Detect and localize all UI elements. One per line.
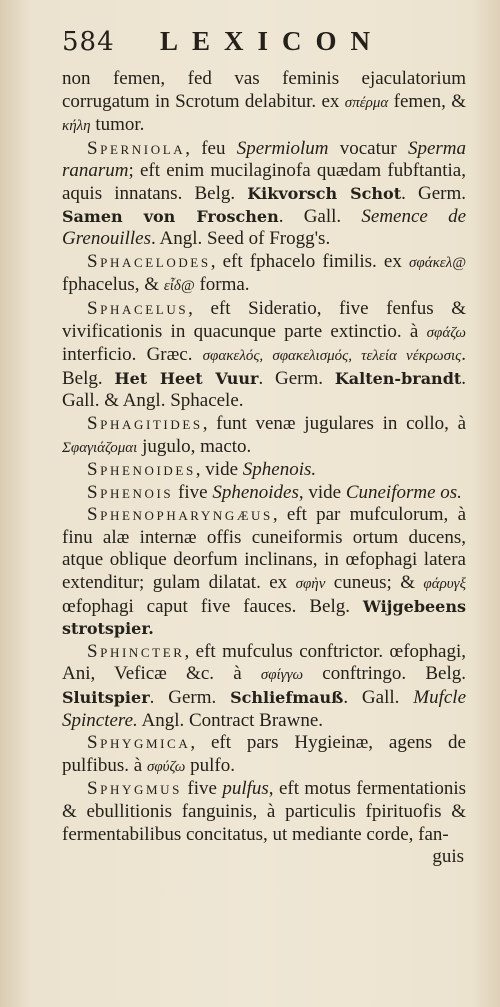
headword: Sphacelodes bbox=[87, 250, 211, 272]
headword: Sphacelus bbox=[87, 297, 189, 319]
entry-sphenois: Sphenois five Sphenoides, vide Cuneiforme os. bbox=[87, 481, 462, 503]
entry-sphagitides: Sphagitides, funt venæ jugulares in collo, à Σφαγιάζομαι jugulo, macto. bbox=[62, 412, 466, 457]
entry-sphygmus: Sphygmus five pulfus, eft motus fermentationis & ebullitionis fanguinis, à particulis fpirituofis & fermentabilibus concitatus, ut mediante corde, fan- bbox=[62, 778, 467, 845]
entry-sphygmica: Sphygmica, eft pars Hygieinæ, agens de pulfibus. à σφύζω pulfo. bbox=[62, 732, 466, 776]
entry-sphenopharyngaeus: Sphenopharyngæus, eft par mufculorum, à finu alæ internæ offis cuneiformis ortum ducens, atque oblique deorfum inclinans, in œfophagi latera extenditur; gulam dilatat. ex σφὴν cuneus; & φάρυγξ œfophagi caput five fauces. Belg. Wijgebeens strotspier. bbox=[62, 504, 466, 639]
headword: Sphagitides bbox=[87, 412, 203, 434]
running-head: LEXICON bbox=[160, 26, 385, 56]
headword: Sphygmus bbox=[87, 778, 182, 800]
entry-sphacelus: Sphacelus, eft Sideratio, five fenfus & vivificationis in quacunque parte extinctio. à σφάζω interficio. Græc. σφακελός, σφακελισμός, τελεία νέκρωσις. Belg. Het Heet Vuur. Germ. Kalten-brandt. Gall. & Angl. Sphacele. bbox=[62, 297, 467, 412]
entry-continuation: non femen, fed vas feminis ejaculatorium corrugatum in Scrotum delabitur. ex σπέρμα femen, & κήλη tumor. bbox=[62, 68, 466, 136]
entry-sphenoides: Sphenoides, vide Sphenois. bbox=[87, 459, 317, 481]
headword: Sperniola bbox=[87, 137, 186, 159]
headword: Sphincter bbox=[87, 640, 185, 662]
catchword: guis bbox=[432, 846, 464, 868]
entry-sperniola: Sperniola, feu Spermiolum vocatur Sperma ranarum; eft enim mucilaginofa quædam fubftantia, aquis innatans. Belg. Kikvorsch Schot. Germ. Samen von Froschen. Gall. Semence de Grenouilles. Angl. Seed of Frogg's. bbox=[62, 137, 467, 250]
entry-sphacelodes: Sphacelodes, eft fphacelo fimilis. ex σφάκελ@ fphacelus, & εἶδ@ forma. bbox=[62, 250, 466, 296]
headword: Sphygmica bbox=[87, 732, 191, 754]
headword: Sphenopharyngæus bbox=[87, 504, 273, 526]
page-number: 584 bbox=[62, 27, 115, 57]
entry-sphincter: Sphincter, eft mufculus conftrictor. œfophagi, Ani, Veficæ &c. à σφίγγω conftringo. Belg. Sluitspier. Germ. Schliefmauß. Gall. Mufcle Spinctere. Angl. Contract Brawne. bbox=[62, 640, 467, 731]
headword: Sphenois bbox=[87, 481, 174, 503]
page-header bbox=[62, 26, 460, 66]
lexicon-text bbox=[62, 68, 466, 888]
headword: Sphenoides bbox=[87, 459, 196, 481]
